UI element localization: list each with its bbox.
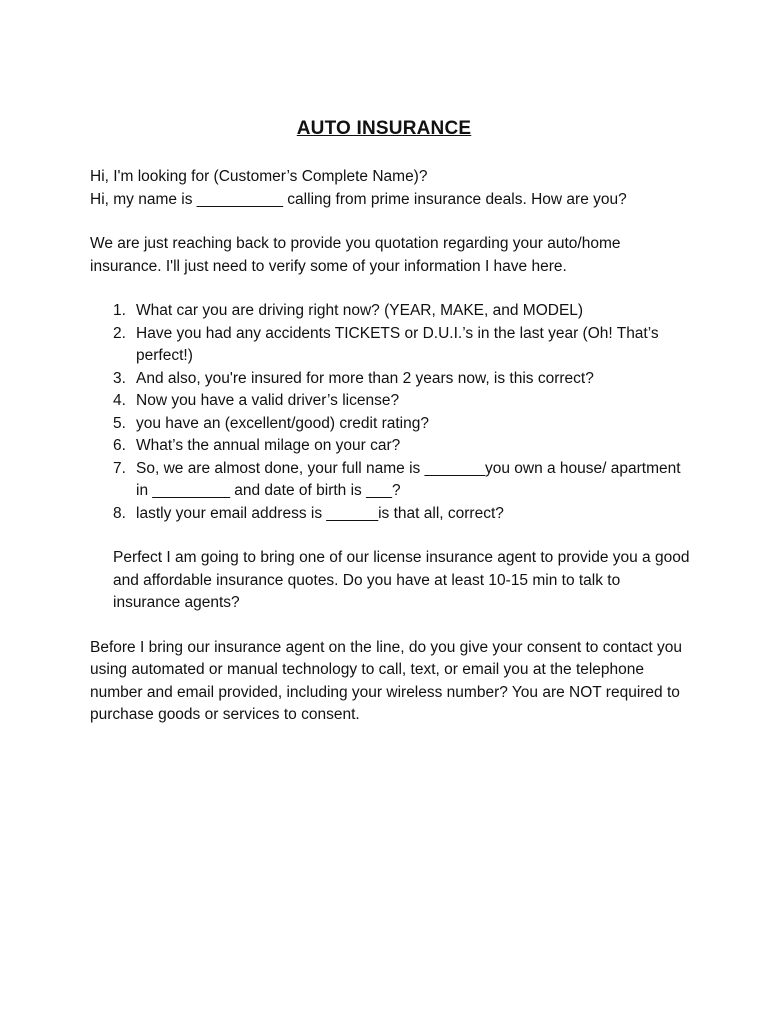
list-item (113, 503, 690, 526)
list-number: 6. (113, 437, 126, 454)
spacer (90, 211, 690, 233)
list-item-text: What car you are driving right now? (YEAR, MAKE, and MODEL) (136, 302, 584, 319)
list-number: 1. (113, 302, 126, 319)
greeting-line-1: Hi, I'm looking for (Customer’s Complete Name)? (90, 168, 428, 185)
list-number: 7. (113, 459, 126, 477)
list-item-text: What’s the annual milage on your car? (136, 437, 401, 454)
spacer (90, 525, 690, 547)
list-number: 4. (113, 392, 126, 409)
list-item-text: So, we are almost done, your full name is _______you own a house/ apartment in _________ and date of birth is ___? (136, 459, 681, 499)
list-item-text: you have an (excellent/good) credit rating? (136, 414, 429, 432)
greeting-line-2: Hi, my name is __________ calling from prime insurance deals. How are you? (90, 190, 627, 208)
list-number: 8. (113, 504, 126, 522)
list-number: 5. (113, 414, 126, 432)
consent-paragraph: Before I bring our insurance agent on the line, do you give your consent to contact you using automated or manual technology to call, text, or email you at the telephone number and email provided, including your wireless number? You are NOT required to purchase goods or services to consent. (90, 638, 682, 723)
document-body (90, 166, 690, 727)
list-item (113, 413, 690, 436)
list-item-text: Have you had any accidents TICKETS or D.U.I.’s in the last year (Oh! That’s perfect!) (136, 324, 659, 364)
question-list (90, 300, 690, 525)
list-item (113, 390, 690, 413)
list-item (113, 458, 690, 503)
list-item-text: And also, you're insured for more than 2 years now, is this correct? (136, 369, 594, 387)
list-item (113, 435, 690, 458)
spacer (90, 615, 690, 637)
list-item (113, 300, 690, 323)
transfer-paragraph: Perfect I am going to bring one of our license insurance agent to provide you a good and affordable insurance quotes. Do you have at least 10-15 min to talk to insurance agents? (113, 549, 690, 611)
list-item (113, 368, 690, 391)
list-item-text: Now you have a valid driver’s license? (136, 392, 400, 409)
list-item-text: lastly your email address is ______is that all, correct? (136, 504, 504, 522)
page-title: AUTO INSURANCE (296, 118, 472, 139)
list-number: 2. (113, 324, 126, 342)
intro-paragraph: We are just reaching back to provide you quotation regarding your auto/home insurance. I'll just need to verify some of your information I have here. (90, 235, 621, 275)
spacer (90, 278, 690, 300)
list-number: 3. (113, 369, 126, 387)
list-item (113, 323, 690, 368)
